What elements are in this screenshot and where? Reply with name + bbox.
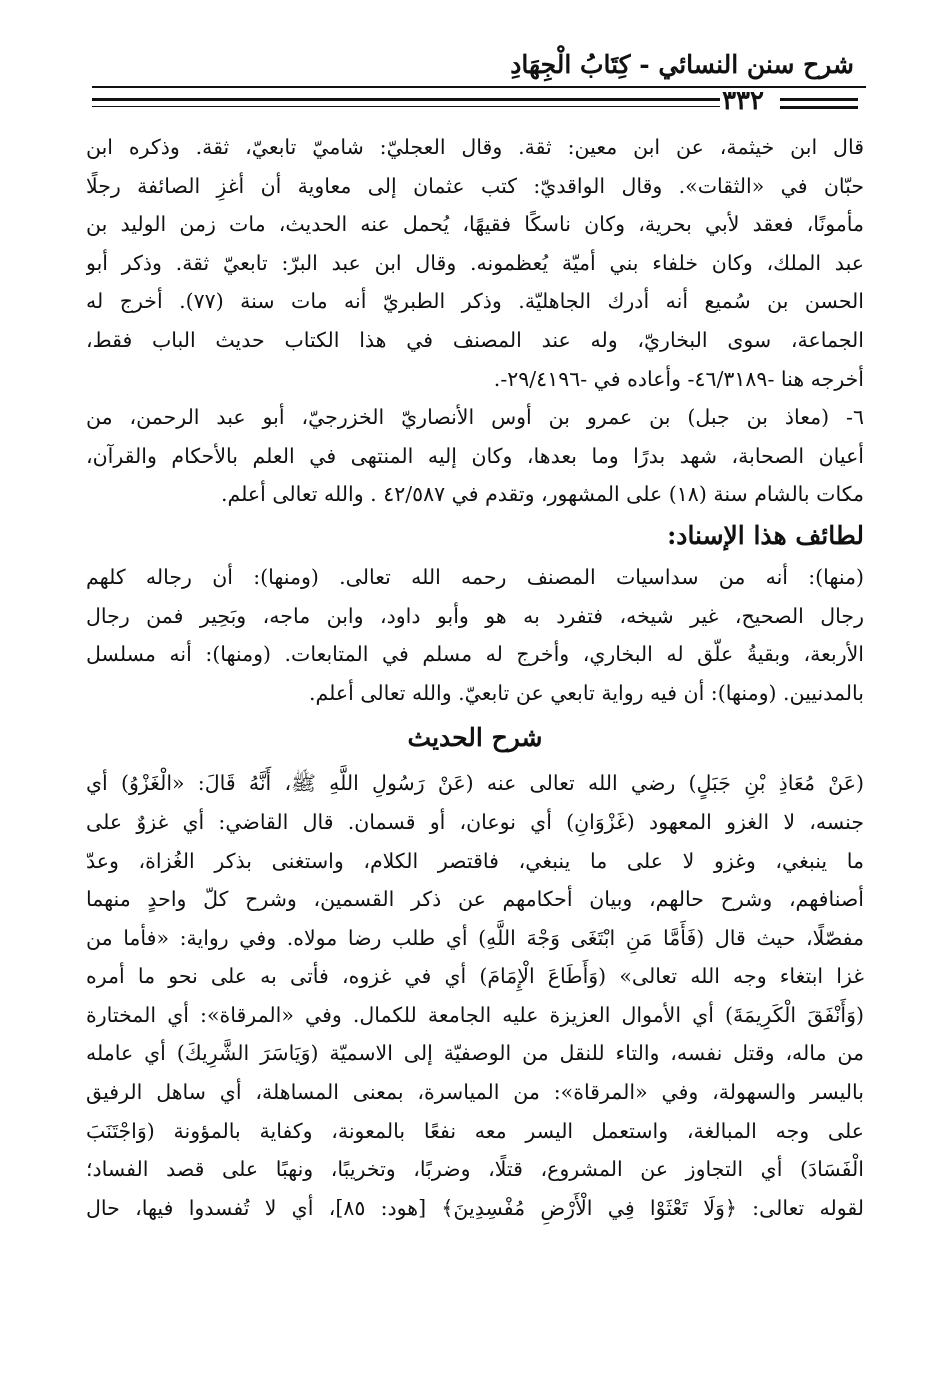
text-line: عبد الملك، وكان خلفاء بني أميّة يُعظمونه. وقال ابن عبد البرّ: تابعيّ ثقة. وذكر أبو bbox=[86, 250, 864, 275]
text-line: مفصّلًا، حيث قال (فَأَمَّا مَنِ ابْتَغَى وَجْهَ اللَّهِ) أي طلب رضا مولاه. وفي رواية: «فأما من bbox=[86, 925, 864, 950]
text-line: الحسن بن سُميع أنه أدرك الجاهليّة. وذكر الطبريّ أنه مات سنة (٧٧). أخرج له bbox=[86, 289, 864, 314]
text-line: الْفَسَادَ) أي التجاوز عن المشروع، قتلًا، وضربًا، وتخريبًا، ونهبًا على قصد الفساد؛ bbox=[86, 1157, 864, 1182]
text-line: الجماعة، سوى البخاريّ، وله عند المصنف في هذا الكتاب حديث الباب فقط، bbox=[86, 327, 864, 352]
text-line: (منها): أنه من سداسيات المصنف رحمه الله تعالى. (ومنها): أن رجاله كلهم bbox=[86, 564, 864, 589]
text-line: أخرجه هنا -٤٦/٣١٨٩- وأعاده في -٢٩/٤١٩٦-. bbox=[493, 366, 864, 391]
page-number-ornament-left-thin bbox=[92, 106, 720, 107]
text-line: لقوله تعالى: ﴿وَلَا تَعْثَوْا فِي الْأَرْضِ مُفْسِدِينَ﴾ [هود: ٨٥]، أي لا تُفسدوا فيها، حال bbox=[86, 1195, 864, 1220]
section-heading-isnad: لطائف هذا الإسناد: bbox=[667, 520, 864, 550]
text-line: مكات بالشام سنة (١٨) على المشهور، وتقدم في ٤٢/٥٨٧ . والله تعالى أعلم. bbox=[220, 482, 864, 507]
isnad-subtleties-paragraph bbox=[86, 558, 864, 712]
section-heading-hadith-commentary: شرح الحديث bbox=[407, 723, 543, 753]
narrator-muadh-paragraph bbox=[86, 398, 864, 514]
text-line: على وجه المبالغة، واستعمل اليسر معه نفعًا بالمعونة، وكفاية بالمؤونة (وَاجْتَنَبَ bbox=[86, 1118, 864, 1143]
page-number-ornament-left-thick bbox=[92, 98, 720, 101]
hadith-commentary-paragraph bbox=[86, 764, 864, 1227]
page-body bbox=[86, 128, 864, 1227]
text-line: غزا ابتغاء وجه الله تعالى» (وَأَطَاعَ الْإِمَامَ) أي في غزوه، فأتى به على نحو ما أمره bbox=[86, 964, 864, 989]
text-line: أصنافهم، وشرح حالهم، وبيان أحكامهم عن ذكر القسمين، وشرح كلّ واحدٍ منهما bbox=[86, 887, 864, 912]
running-title: شرح سنن النسائي - كِتَابُ الْجِهَادِ bbox=[510, 50, 854, 79]
page-number-ornament-right-thin bbox=[780, 106, 858, 109]
text-line: أعيان الصحابة، شهد بدرًا وما بعدها، وكان إليه المنتهى في العلم بالأحكام والقرآن، bbox=[86, 443, 864, 468]
text-line: ٦- (معاذ بن جبل) بن عمرو بن أوس الأنصاريّ الخزرجيّ، أبو عبد الرحمن، من bbox=[86, 405, 864, 430]
text-line: رجال الصحيح، غير شيخه، فتفرد به هو وأبو داود، وابن ماجه، وبَحِير فمن رجال bbox=[86, 603, 864, 628]
narrator-bio-paragraph bbox=[86, 128, 864, 398]
text-line: الأربعة، وبقيةُ علّق له البخاري، وأخرج له مسلم في المتابعات. (ومنها): أنه مسلسل bbox=[86, 642, 864, 667]
text-line: (عَنْ مُعَاذِ بْنِ جَبَلٍ) رضي الله تعالى عنه (عَنْ رَسُولِ اللَّهِ ﷺ، أَنَّهُ قَالَ: «الْغَزْوُ) أي bbox=[86, 771, 864, 796]
text-line: (وَأَنْفَقَ الْكَرِيمَةَ) أي الأموال العزيزة عليه الجامعة للكمال. وفي «المرقاة»: أي المختارة bbox=[86, 1002, 864, 1027]
text-line: مأمونًا، فعقد لأبي بحرية، وكان ناسكًا فقيهًا، يُحمل عنه الحديث، مات زمن الوليد بن bbox=[86, 212, 864, 237]
text-line: بالمدنيين. (ومنها): أن فيه رواية تابعي عن تابعيّ. والله تعالى أعلم. bbox=[308, 680, 864, 705]
text-line: حبّان في «الثقات». وقال الواقديّ: كتب عثمان إلى معاوية أن أغزِ الصائفة رجلًا bbox=[86, 173, 864, 198]
text-line: من ماله، وقتل نفسه، والتاء للنقل من الوصفيّة إلى الاسميّة (وَيَاسَرَ الشَّرِيكَ) أي عامله bbox=[86, 1041, 864, 1066]
page-number: ٣٣٢ bbox=[722, 86, 764, 116]
page-number-ornament-right-thick bbox=[780, 98, 858, 101]
text-line: ما ينبغي، وغزو لا على ما ينبغي، فاقتصر الكلام، واستغنى بذكر الغُزاة، وعدّ bbox=[86, 848, 864, 873]
text-line: جنسه، لا الغزو المعهود (غَزْوَانِ) أي نوعان، أو قسمان. قال القاضي: أي غزوٌ على bbox=[86, 809, 864, 834]
text-line: باليسر والسهولة، وفي «المرقاة»: من المياسرة، بمعنى المساهلة، أي ساهل الرفيق bbox=[86, 1080, 864, 1105]
text-line: قال ابن خيثمة، عن ابن معين: ثقة. وقال العجليّ: شاميّ تابعيّ، ثقة. وذكره ابن bbox=[86, 135, 864, 159]
